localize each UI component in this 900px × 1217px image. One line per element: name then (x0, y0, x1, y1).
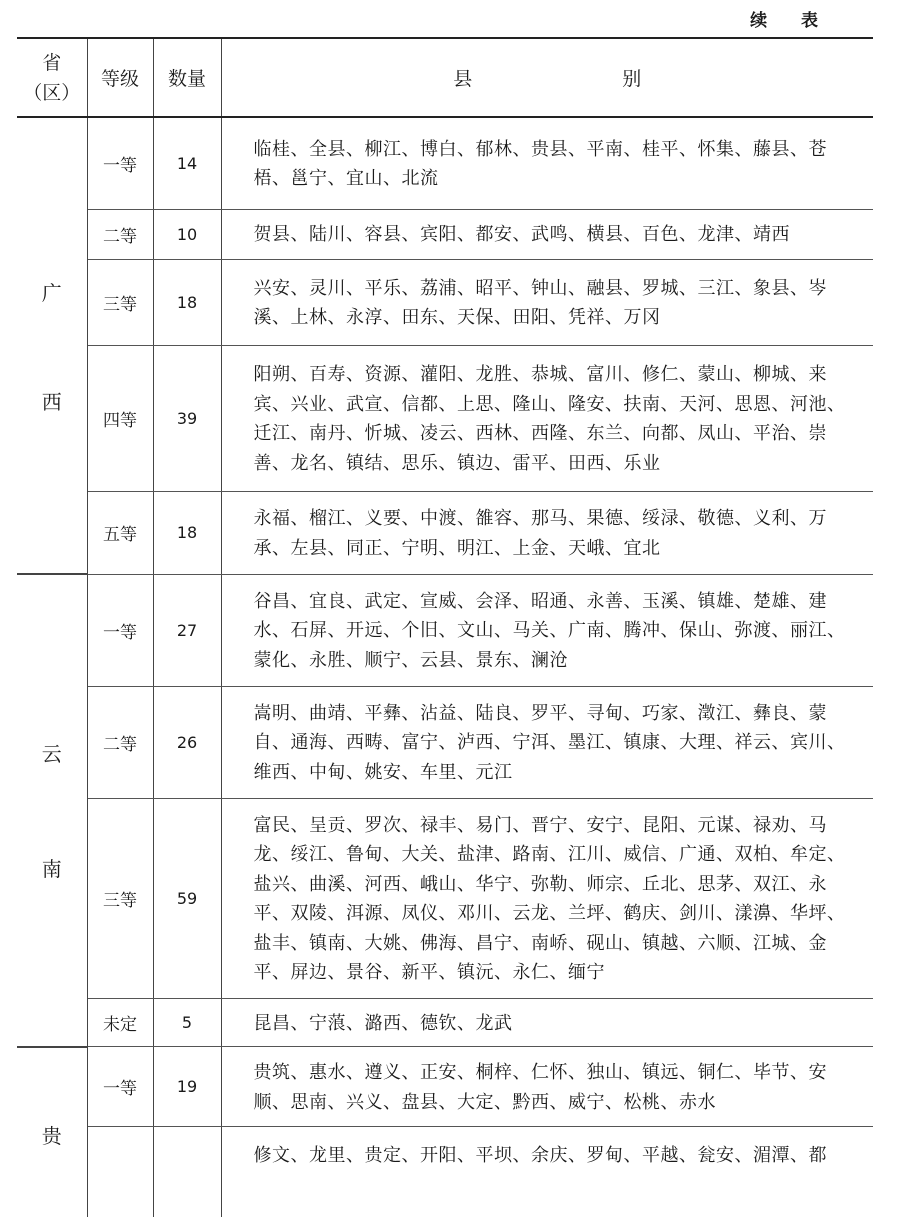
province-char: 贵 (42, 1124, 62, 1148)
count-cell: 19 (153, 1047, 221, 1127)
table-row (17, 345, 873, 491)
counties-cell: 嵩明、曲靖、平彝、沾益、陆良、罗平、寻甸、巧家、澂江、彝良、蒙自、通海、西畴、富宁、泸西、宁洱、墨江、镇康、大理、祥云、宾川、维西、中甸、姚安、车里、元江 (221, 686, 873, 798)
count-cell: 18 (153, 491, 221, 574)
counties-cell: 谷昌、宜良、武定、宣威、会泽、昭通、永善、玉溪、镇雄、楚雄、建水、石屏、开远、个旧、文山、马关、广南、腾冲、保山、弥渡、丽江、蒙化、永胜、顺宁、云县、景东、澜沧 (221, 574, 873, 686)
grade-cell: 三等 (87, 259, 153, 345)
count-cell: 14 (153, 117, 221, 209)
counties-cell: 阳朔、百寿、资源、灌阳、龙胜、恭城、富川、修仁、蒙山、柳城、来宾、兴业、武宣、信都、上思、隆山、隆安、扶南、天河、思恩、河池、迁江、南丹、忻城、凌云、西林、西隆、东兰、向都、凤山、平治、崇善、龙名、镇结、思乐、镇边、雷平、田西、乐业 (221, 345, 873, 491)
table-row (17, 574, 873, 686)
grade-cell: 三等 (87, 798, 153, 998)
counties-cell: 修文、龙里、贵定、开阳、平坝、余庆、罗甸、平越、瓮安、湄潭、都 (221, 1127, 873, 1217)
counties-cell: 昆昌、宁蒗、潞西、德钦、龙武 (221, 998, 873, 1047)
table-row (17, 998, 873, 1047)
grade-cell: 未定 (87, 998, 153, 1047)
header-province-line1: 省 (17, 48, 87, 78)
grade-cell: 一等 (87, 574, 153, 686)
header-county-left: 县 (453, 64, 472, 91)
count-cell: 26 (153, 686, 221, 798)
count-cell: 18 (153, 259, 221, 345)
grade-cell: 一等 (87, 117, 153, 209)
province-cell-yunnan (17, 574, 87, 1047)
counties-cell: 贺县、陆川、容县、宾阳、都安、武鸣、横县、百色、龙津、靖西 (221, 209, 873, 259)
province-cell-guangxi (17, 117, 87, 574)
table-row (17, 1047, 873, 1127)
continued-table-label: 续 表 (750, 6, 832, 31)
count-cell: 5 (153, 998, 221, 1047)
county-grade-table (17, 37, 873, 1217)
counties-cell: 临桂、全县、柳江、博白、郁林、贵县、平南、桂平、怀集、藤县、苍梧、邕宁、宜山、北流 (221, 117, 873, 209)
grade-cell: 二等 (87, 209, 153, 259)
table-header-row (17, 38, 873, 117)
header-province-line2: （区） (17, 78, 87, 108)
counties-cell: 贵筑、惠水、遵义、正安、桐梓、仁怀、独山、镇远、铜仁、毕节、安顺、思南、兴义、盘县、大定、黔西、威宁、松桃、赤水 (221, 1047, 873, 1127)
header-province (17, 38, 87, 117)
table-row (17, 798, 873, 998)
grade-cell: 五等 (87, 491, 153, 574)
province-char: 云 (42, 738, 62, 767)
province-char: 南 (42, 853, 62, 882)
header-county (221, 38, 873, 117)
count-cell: 27 (153, 574, 221, 686)
table-row (17, 259, 873, 345)
count-cell: 59 (153, 798, 221, 998)
header-count: 数量 (153, 38, 221, 117)
table-row (17, 491, 873, 574)
header-county-right: 别 (622, 64, 641, 91)
grade-cell: 二等 (87, 686, 153, 798)
count-cell: 39 (153, 345, 221, 491)
province-char: 西 (42, 386, 62, 415)
grade-cell: 一等 (87, 1047, 153, 1127)
counties-cell: 兴安、灵川、平乐、荔浦、昭平、钟山、融县、罗城、三江、象县、岑溪、上林、永淳、田东、天保、田阳、凭祥、万冈 (221, 259, 873, 345)
province-char: 广 (42, 277, 62, 306)
table-row (17, 1127, 873, 1217)
grade-cell: 四等 (87, 345, 153, 491)
table-row (17, 117, 873, 209)
count-cell (153, 1127, 221, 1217)
counties-cell: 永福、榴江、义要、中渡、雒容、那马、果德、绥渌、敬德、义利、万承、左县、同正、宁明、明江、上金、天峨、宜北 (221, 491, 873, 574)
table-row (17, 686, 873, 798)
table-row (17, 209, 873, 259)
header-grade: 等级 (87, 38, 153, 117)
grade-cell (87, 1127, 153, 1217)
counties-cell: 富民、呈贡、罗次、禄丰、易门、晋宁、安宁、昆阳、元谋、禄劝、马龙、绥江、鲁甸、大关、盐津、路南、江川、威信、广通、双柏、牟定、盐兴、曲溪、河西、峨山、华宁、弥勒、师宗、丘北、思茅、双江、永平、双陵、洱源、凤仪、邓川、云龙、兰坪、鹤庆、剑川、漾濞、华坪、盐丰、镇南、大姚、佛海、昌宁、南峤、砚山、镇越、六顺、江城、金平、屏边、景谷、新平、镇沅、永仁、缅宁 (221, 798, 873, 998)
count-cell: 10 (153, 209, 221, 259)
